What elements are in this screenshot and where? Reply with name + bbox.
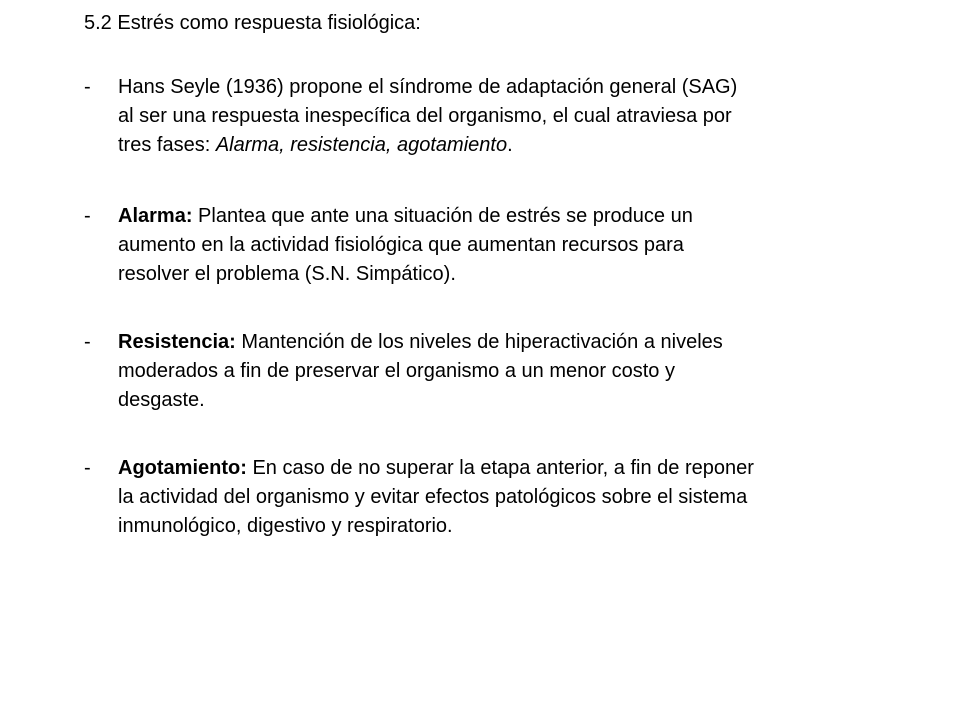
bullet-item-sag bbox=[84, 73, 884, 160]
bullet-line: resolver el problema (S.N. Simpático). bbox=[118, 263, 456, 285]
bullet-line-suffix: . bbox=[507, 134, 513, 156]
bullet-line: la actividad del organismo y evitar efectos patológicos sobre el sistema bbox=[118, 486, 748, 508]
bullet-line bbox=[118, 328, 884, 357]
bullet-line bbox=[118, 454, 884, 483]
bullet-line: al ser una respuesta inespecífica del organismo, el cual atraviesa por bbox=[118, 105, 732, 127]
bullet-line: inmunológico, digestivo y respiratorio. bbox=[118, 515, 453, 537]
bullet-line: desgaste. bbox=[118, 389, 205, 411]
bullet-line-rest: En caso de no superar la etapa anterior, a fin de reponer bbox=[246, 457, 754, 479]
bullet-line-prefix: tres fases: bbox=[118, 134, 216, 156]
bullet-line: Hans Seyle (1936) propone el síndrome de adaptación general (SAG) bbox=[118, 76, 738, 98]
bullet-line-rest: Mantención de los niveles de hiperactivación a niveles bbox=[235, 331, 723, 353]
bullet-dash: - bbox=[84, 76, 91, 98]
bullet-body bbox=[118, 328, 884, 415]
bullet-body bbox=[118, 202, 884, 289]
bullet-dash: - bbox=[84, 331, 91, 353]
bullet-item-agotamiento bbox=[84, 454, 884, 541]
bullet-line: aumento en la actividad fisiológica que aumentan recursos para bbox=[118, 234, 684, 256]
bullet-item-resistencia bbox=[84, 328, 884, 415]
bullet-line bbox=[118, 202, 884, 231]
slide-heading: 5.2 Estrés como respuesta fisiológica: bbox=[84, 12, 421, 34]
bullet-dash: - bbox=[84, 205, 91, 227]
bullet-item-alarma bbox=[84, 202, 884, 289]
bullet-line bbox=[118, 131, 884, 160]
term-resistencia: Resistencia: bbox=[118, 331, 236, 353]
bullet-body bbox=[118, 73, 884, 160]
bullet-line: moderados a fin de preservar el organismo a un menor costo y bbox=[118, 360, 675, 382]
bullet-dash: - bbox=[84, 457, 91, 479]
phases-italic: Alarma, resistencia, agotamiento bbox=[215, 134, 508, 156]
term-alarma: Alarma: bbox=[118, 205, 193, 227]
bullet-line-rest: Plantea que ante una situación de estrés se produce un bbox=[192, 205, 693, 227]
term-agotamiento: Agotamiento: bbox=[118, 457, 247, 479]
bullet-body bbox=[118, 454, 884, 541]
